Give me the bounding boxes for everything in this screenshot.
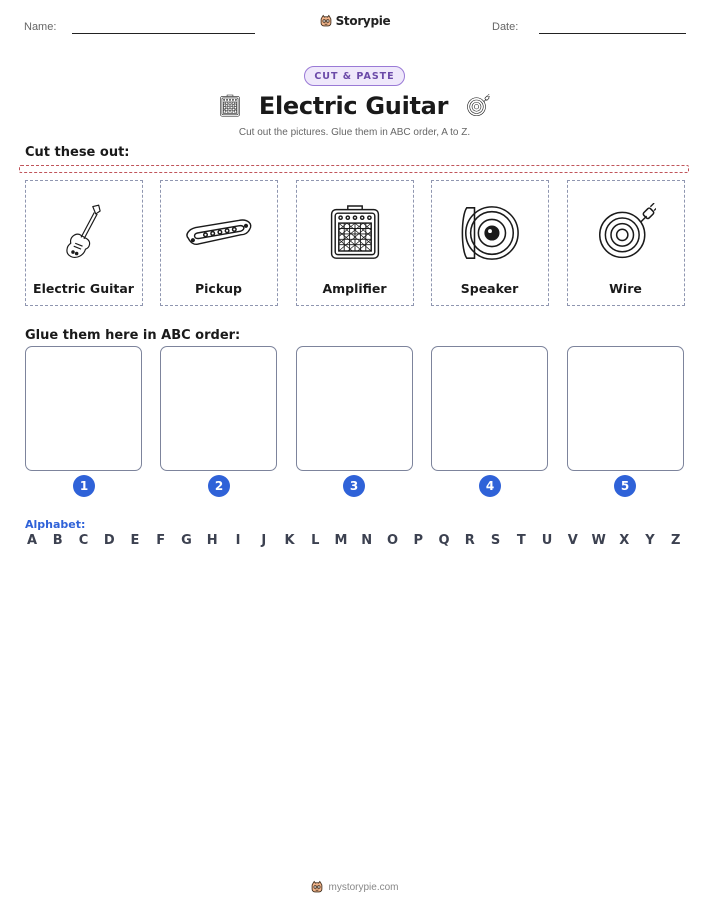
cut-card-speaker[interactable] xyxy=(431,180,549,306)
glue-box-3[interactable] xyxy=(296,346,413,471)
glue-box-5[interactable] xyxy=(567,346,684,471)
name-write-line[interactable] xyxy=(72,33,255,34)
alphabet-letter: Q xyxy=(438,533,450,548)
alphabet-letter: P xyxy=(413,533,424,548)
date-label: Date: xyxy=(492,21,519,33)
card-label: Electric Guitar xyxy=(33,281,134,296)
glue-box-2[interactable] xyxy=(160,346,277,471)
footer xyxy=(0,880,709,894)
alphabet-letter: B xyxy=(52,533,63,548)
alphabet-letter: S xyxy=(490,533,501,548)
cut-card-pickup[interactable] xyxy=(160,180,278,306)
order-number-3: 3 xyxy=(343,475,365,497)
alphabet-letter: X xyxy=(619,533,630,548)
badge-wrap xyxy=(0,66,709,86)
alphabet-letter: F xyxy=(156,533,166,548)
cut-line xyxy=(19,165,689,173)
glue-box-1[interactable] xyxy=(25,346,142,471)
alphabet-letter: C xyxy=(78,533,89,548)
alphabet-letter: Z xyxy=(671,533,681,548)
title-row xyxy=(0,92,709,120)
glue-heading: Glue them here in ABC order: xyxy=(25,328,241,343)
cut-card-wire[interactable] xyxy=(567,180,685,306)
cut-paste-badge: CUT & PASTE xyxy=(304,66,404,86)
order-number-5: 5 xyxy=(614,475,636,497)
alphabet-letter: R xyxy=(464,533,475,548)
amplifier-icon xyxy=(219,94,241,118)
alphabet-letter: W xyxy=(591,533,606,548)
alphabet-letter: E xyxy=(130,533,140,548)
card-label: Pickup xyxy=(194,281,242,296)
alphabet-letter: T xyxy=(516,533,526,548)
storypie-mascot-icon xyxy=(319,14,333,28)
pickup-icon xyxy=(183,215,255,251)
cut-card-amplifier[interactable] xyxy=(296,180,414,306)
footer-url: mystorypie.com xyxy=(328,881,399,893)
card-label: Amplifier xyxy=(322,281,387,296)
alphabet-letter: L xyxy=(311,533,320,548)
alphabet-letter: Y xyxy=(645,533,655,548)
cut-heading: Cut these out: xyxy=(25,145,130,160)
alphabet-letter: G xyxy=(181,533,192,548)
order-number-4: 4 xyxy=(479,475,501,497)
name-label: Name: xyxy=(24,21,57,33)
order-number-1: 1 xyxy=(73,475,95,497)
instructions: Cut out the pictures. Glue them in ABC order, A to Z. xyxy=(238,127,471,138)
glue-box-4[interactable] xyxy=(431,346,548,471)
alphabet-letter: V xyxy=(567,533,578,548)
brand-logo xyxy=(0,14,709,28)
page-title: Electric Guitar xyxy=(258,92,449,120)
alphabet-letter: U xyxy=(541,533,553,548)
alphabet-letter: D xyxy=(103,533,115,548)
alphabet-letter: H xyxy=(206,533,218,548)
alphabet-letter: I xyxy=(235,533,241,548)
card-label: Wire xyxy=(609,281,642,296)
speaker-icon xyxy=(459,202,521,264)
alphabet-letter: N xyxy=(361,533,373,548)
alphabet-letter: J xyxy=(261,533,267,548)
storypie-mascot-icon xyxy=(310,880,324,894)
order-number-2: 2 xyxy=(208,475,230,497)
brand-name: Storypie xyxy=(335,14,391,28)
alphabet-letter: A xyxy=(26,533,38,548)
alphabet-heading: Alphabet: xyxy=(25,518,86,531)
amplifier-icon xyxy=(328,204,382,262)
wire-icon xyxy=(596,203,656,263)
card-label: Speaker xyxy=(460,281,519,296)
wire-icon xyxy=(466,94,490,118)
alphabet-letter: M xyxy=(334,533,348,548)
date-write-line[interactable] xyxy=(539,33,686,34)
electric-guitar-icon xyxy=(62,199,106,267)
alphabet-letter: K xyxy=(284,533,295,548)
alphabet-row xyxy=(25,533,683,548)
cut-card-electric-guitar[interactable] xyxy=(25,180,143,306)
alphabet-letter: O xyxy=(386,533,399,548)
